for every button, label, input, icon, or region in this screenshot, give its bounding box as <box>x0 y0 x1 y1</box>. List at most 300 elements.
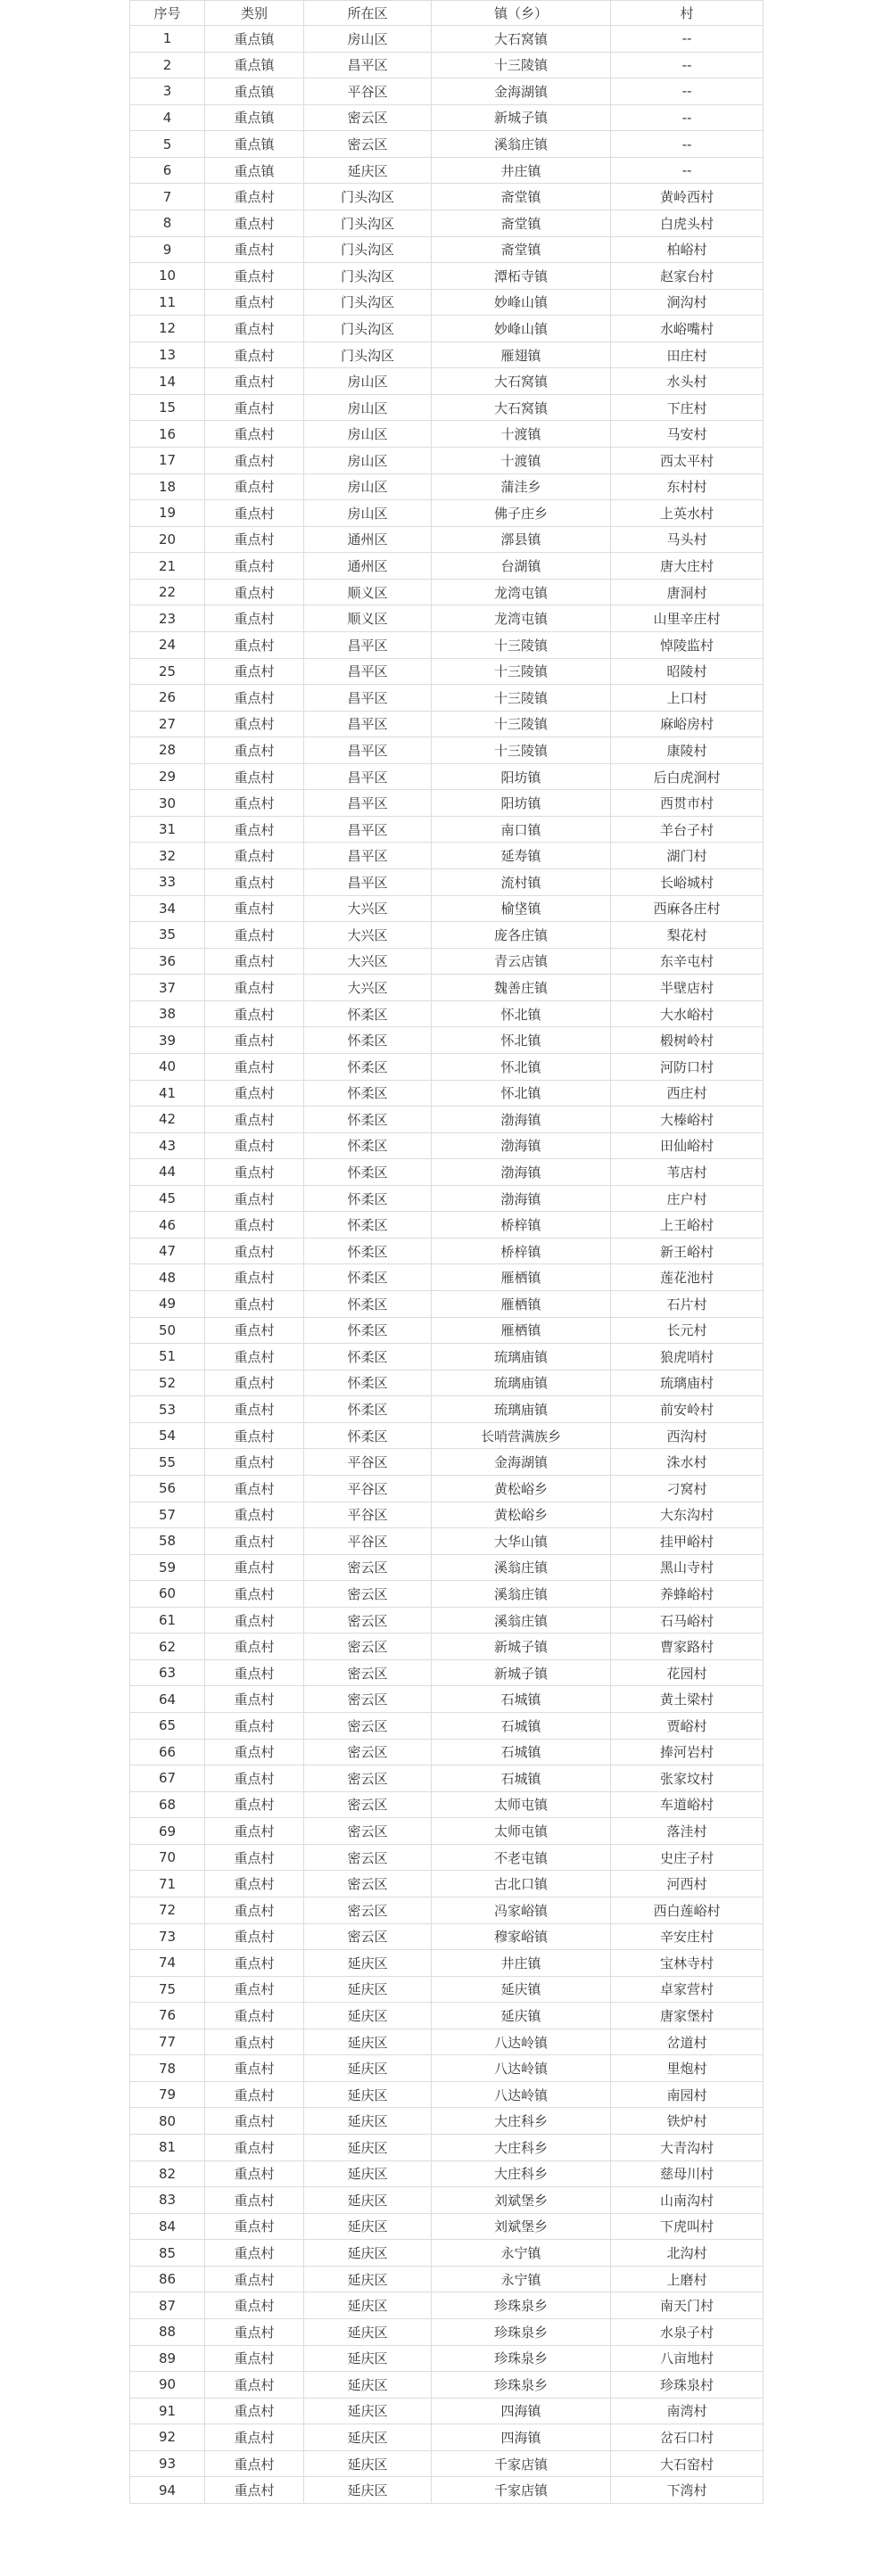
cell-district: 怀柔区 <box>304 1080 432 1107</box>
table-row <box>130 843 764 869</box>
cell-district: 怀柔区 <box>304 1107 432 1133</box>
cell-town: 刘斌堡乡 <box>432 2187 611 2214</box>
cell-serial: 86 <box>130 2266 205 2292</box>
cell-serial: 2 <box>130 52 205 78</box>
table-row <box>130 1107 764 1133</box>
cell-village: 洙水村 <box>611 1449 764 1476</box>
cell-village: 水泉子村 <box>611 2318 764 2345</box>
cell-serial: 65 <box>130 1713 205 1740</box>
cell-town: 渤海镇 <box>432 1185 611 1212</box>
cell-village: 大水峪村 <box>611 1000 764 1027</box>
table-row <box>130 1871 764 1897</box>
table-row <box>130 1027 764 1054</box>
cell-category: 重点村 <box>205 711 304 737</box>
cell-serial: 64 <box>130 1686 205 1713</box>
cell-town: 十三陵镇 <box>432 658 611 685</box>
table-row <box>130 2160 764 2187</box>
cell-category: 重点村 <box>205 1212 304 1239</box>
cell-district: 延庆区 <box>304 2292 432 2319</box>
cell-town: 石城镇 <box>432 1765 611 1792</box>
cell-district: 密云区 <box>304 1791 432 1818</box>
cell-serial: 20 <box>130 526 205 553</box>
cell-serial: 50 <box>130 1317 205 1344</box>
cell-serial: 93 <box>130 2450 205 2477</box>
cell-district: 密云区 <box>304 131 432 158</box>
cell-town: 永宁镇 <box>432 2240 611 2267</box>
cell-town: 佛子庄乡 <box>432 500 611 527</box>
cell-district: 延庆区 <box>304 2240 432 2267</box>
cell-village: 唐大庄村 <box>611 553 764 580</box>
cell-town: 大石窝镇 <box>432 26 611 53</box>
cell-category: 重点村 <box>205 1291 304 1318</box>
cell-village: 西庄村 <box>611 1080 764 1107</box>
table-row <box>130 2240 764 2267</box>
cell-district: 密云区 <box>304 1634 432 1660</box>
table-row <box>130 1765 764 1792</box>
cell-village: 后白虎涧村 <box>611 763 764 790</box>
table-row <box>130 975 764 1001</box>
cell-town: 雁翅镇 <box>432 342 611 368</box>
cell-district: 怀柔区 <box>304 1370 432 1396</box>
cell-district: 密云区 <box>304 1897 432 1923</box>
cell-category: 重点村 <box>205 553 304 580</box>
table-row <box>130 1185 764 1212</box>
cell-town: 渤海镇 <box>432 1107 611 1133</box>
cell-town: 漷县镇 <box>432 526 611 553</box>
cell-district: 平谷区 <box>304 1528 432 1555</box>
cell-village: 柏峪村 <box>611 236 764 263</box>
cell-serial: 8 <box>130 210 205 236</box>
table-row <box>130 1976 764 2003</box>
cell-serial: 28 <box>130 737 205 764</box>
cell-category: 重点村 <box>205 236 304 263</box>
cell-town: 井庄镇 <box>432 1950 611 1977</box>
cell-village: -- <box>611 78 764 105</box>
cell-category: 重点村 <box>205 2240 304 2267</box>
cell-category: 重点村 <box>205 448 304 474</box>
cell-town: 庞各庄镇 <box>432 922 611 949</box>
cell-category: 重点村 <box>205 2081 304 2108</box>
cell-district: 通州区 <box>304 553 432 580</box>
cell-district: 延庆区 <box>304 2477 432 2504</box>
table-row <box>130 184 764 210</box>
cell-category: 重点村 <box>205 2424 304 2451</box>
cell-category: 重点村 <box>205 1634 304 1660</box>
cell-category: 重点村 <box>205 473 304 500</box>
cell-town: 雁栖镇 <box>432 1317 611 1344</box>
cell-village: 西太平村 <box>611 448 764 474</box>
cell-district: 昌平区 <box>304 52 432 78</box>
cell-town: 井庄镇 <box>432 157 611 184</box>
table-row <box>130 342 764 368</box>
cell-district: 门头沟区 <box>304 236 432 263</box>
cell-district: 门头沟区 <box>304 263 432 290</box>
cell-town: 大庄科乡 <box>432 2160 611 2187</box>
cell-serial: 32 <box>130 843 205 869</box>
table-row <box>130 1923 764 1950</box>
cell-district: 密云区 <box>304 1581 432 1608</box>
cell-district: 怀柔区 <box>304 1264 432 1291</box>
cell-district: 门头沟区 <box>304 316 432 342</box>
cell-category: 重点村 <box>205 1185 304 1212</box>
cell-village: 辛安庄村 <box>611 1923 764 1950</box>
cell-village: 卓家营村 <box>611 1976 764 2003</box>
cell-category: 重点村 <box>205 342 304 368</box>
cell-serial: 31 <box>130 816 205 843</box>
table-row <box>130 1844 764 1871</box>
cell-town: 珍珠泉乡 <box>432 2345 611 2372</box>
cell-district: 怀柔区 <box>304 1344 432 1370</box>
cell-category: 重点村 <box>205 2318 304 2345</box>
cell-serial: 4 <box>130 104 205 131</box>
cell-district: 密云区 <box>304 1923 432 1950</box>
cell-category: 重点镇 <box>205 157 304 184</box>
table-row <box>130 1080 764 1107</box>
cell-serial: 26 <box>130 685 205 712</box>
table-row <box>130 1000 764 1027</box>
cell-district: 延庆区 <box>304 2266 432 2292</box>
table-row <box>130 1554 764 1581</box>
cell-town: 八达岭镇 <box>432 2029 611 2055</box>
cell-category: 重点村 <box>205 1238 304 1264</box>
cell-serial: 18 <box>130 473 205 500</box>
cell-town: 太师屯镇 <box>432 1818 611 1845</box>
cell-category: 重点镇 <box>205 78 304 105</box>
header-serial: 序号 <box>130 1 205 26</box>
cell-town: 十渡镇 <box>432 448 611 474</box>
cell-village: 落洼村 <box>611 1818 764 1845</box>
header-category: 类别 <box>205 1 304 26</box>
cell-category: 重点村 <box>205 1502 304 1528</box>
cell-village: 琉璃庙村 <box>611 1370 764 1396</box>
cell-district: 昌平区 <box>304 685 432 712</box>
cell-serial: 14 <box>130 368 205 395</box>
cell-town: 琉璃庙镇 <box>432 1344 611 1370</box>
table-row <box>130 2135 764 2161</box>
table-row <box>130 1317 764 1344</box>
cell-village: 河西村 <box>611 1871 764 1897</box>
cell-district: 密云区 <box>304 1871 432 1897</box>
cell-town: 石城镇 <box>432 1713 611 1740</box>
table-row <box>130 1344 764 1370</box>
village-list-table <box>129 0 764 2504</box>
cell-town: 十三陵镇 <box>432 631 611 658</box>
cell-village: 西沟村 <box>611 1422 764 1449</box>
cell-category: 重点村 <box>205 368 304 395</box>
cell-district: 顺义区 <box>304 605 432 632</box>
cell-serial: 25 <box>130 658 205 685</box>
cell-category: 重点村 <box>205 289 304 316</box>
cell-category: 重点村 <box>205 500 304 527</box>
cell-serial: 73 <box>130 1923 205 1950</box>
cell-category: 重点村 <box>205 843 304 869</box>
cell-village: 珍珠泉村 <box>611 2372 764 2399</box>
table-row <box>130 1291 764 1318</box>
cell-serial: 67 <box>130 1765 205 1792</box>
cell-village: 南天门村 <box>611 2292 764 2319</box>
table-row <box>130 394 764 421</box>
cell-serial: 37 <box>130 975 205 1001</box>
cell-district: 延庆区 <box>304 2003 432 2029</box>
cell-village: 大东沟村 <box>611 1502 764 1528</box>
cell-village: 山南沟村 <box>611 2187 764 2214</box>
table-row <box>130 1581 764 1608</box>
cell-village: 昭陵村 <box>611 658 764 685</box>
cell-village: 上口村 <box>611 685 764 712</box>
cell-district: 房山区 <box>304 394 432 421</box>
table-row <box>130 1659 764 1686</box>
cell-category: 重点村 <box>205 1107 304 1133</box>
cell-category: 重点村 <box>205 316 304 342</box>
table-row <box>130 816 764 843</box>
cell-district: 延庆区 <box>304 2081 432 2108</box>
cell-serial: 68 <box>130 1791 205 1818</box>
cell-village: 河防口村 <box>611 1053 764 1080</box>
cell-town: 不老屯镇 <box>432 1844 611 1871</box>
cell-category: 重点村 <box>205 1897 304 1923</box>
cell-district: 房山区 <box>304 421 432 448</box>
table-row <box>130 658 764 685</box>
cell-district: 昌平区 <box>304 631 432 658</box>
table-row <box>130 790 764 817</box>
cell-village: 上英水村 <box>611 500 764 527</box>
cell-town: 琉璃庙镇 <box>432 1370 611 1396</box>
cell-serial: 13 <box>130 342 205 368</box>
cell-category: 重点村 <box>205 658 304 685</box>
cell-serial: 89 <box>130 2345 205 2372</box>
cell-town: 八达岭镇 <box>432 2055 611 2082</box>
cell-serial: 40 <box>130 1053 205 1080</box>
cell-category: 重点村 <box>205 737 304 764</box>
cell-village: 慈母川村 <box>611 2160 764 2187</box>
table-row <box>130 26 764 53</box>
cell-village: 宝林寺村 <box>611 1950 764 1977</box>
cell-village: 铁炉村 <box>611 2108 764 2135</box>
cell-town: 斋堂镇 <box>432 184 611 210</box>
cell-category: 重点村 <box>205 1396 304 1423</box>
cell-serial: 80 <box>130 2108 205 2135</box>
table-row <box>130 1370 764 1396</box>
cell-village: 下庄村 <box>611 394 764 421</box>
cell-category: 重点村 <box>205 2398 304 2424</box>
cell-serial: 1 <box>130 26 205 53</box>
cell-serial: 7 <box>130 184 205 210</box>
table-row <box>130 2108 764 2135</box>
cell-district: 密云区 <box>304 1686 432 1713</box>
cell-serial: 56 <box>130 1475 205 1502</box>
cell-category: 重点村 <box>205 2187 304 2214</box>
cell-town: 渤海镇 <box>432 1159 611 1186</box>
table-row <box>130 104 764 131</box>
cell-district: 怀柔区 <box>304 1212 432 1239</box>
cell-village: 北沟村 <box>611 2240 764 2267</box>
cell-serial: 76 <box>130 2003 205 2029</box>
cell-village: 挂甲峪村 <box>611 1528 764 1555</box>
table-row <box>130 2003 764 2029</box>
cell-category: 重点村 <box>205 1027 304 1054</box>
cell-category: 重点村 <box>205 1080 304 1107</box>
header-village: 村 <box>611 1 764 26</box>
table-row <box>130 631 764 658</box>
cell-town: 怀北镇 <box>432 1080 611 1107</box>
table-row <box>130 737 764 764</box>
cell-village: 唐家堡村 <box>611 2003 764 2029</box>
cell-category: 重点村 <box>205 685 304 712</box>
cell-village: 黄岭西村 <box>611 184 764 210</box>
cell-category: 重点村 <box>205 2029 304 2055</box>
cell-town: 雁栖镇 <box>432 1291 611 1318</box>
cell-district: 房山区 <box>304 500 432 527</box>
cell-town: 金海湖镇 <box>432 1449 611 1476</box>
table-row <box>130 2450 764 2477</box>
cell-category: 重点村 <box>205 1607 304 1634</box>
cell-village: 西麻各庄村 <box>611 895 764 922</box>
cell-district: 大兴区 <box>304 948 432 975</box>
cell-village: 里炮村 <box>611 2055 764 2082</box>
table-row <box>130 1264 764 1291</box>
cell-town: 魏善庄镇 <box>432 975 611 1001</box>
cell-serial: 55 <box>130 1449 205 1476</box>
cell-district: 房山区 <box>304 448 432 474</box>
table-row <box>130 473 764 500</box>
table-row <box>130 52 764 78</box>
cell-town: 八达岭镇 <box>432 2081 611 2108</box>
cell-town: 潭柘寺镇 <box>432 263 611 290</box>
cell-district: 怀柔区 <box>304 1000 432 1027</box>
cell-district: 门头沟区 <box>304 210 432 236</box>
cell-district: 房山区 <box>304 26 432 53</box>
cell-serial: 27 <box>130 711 205 737</box>
cell-category: 重点村 <box>205 1686 304 1713</box>
cell-district: 平谷区 <box>304 1502 432 1528</box>
cell-district: 延庆区 <box>304 2055 432 2082</box>
cell-category: 重点村 <box>205 1871 304 1897</box>
cell-town: 阳坊镇 <box>432 790 611 817</box>
cell-serial: 71 <box>130 1871 205 1897</box>
table-row <box>130 1686 764 1713</box>
cell-category: 重点村 <box>205 922 304 949</box>
cell-category: 重点村 <box>205 1950 304 1977</box>
cell-town: 十渡镇 <box>432 421 611 448</box>
cell-category: 重点村 <box>205 1923 304 1950</box>
cell-town: 榆垡镇 <box>432 895 611 922</box>
table-row <box>130 1502 764 1528</box>
cell-town: 台湖镇 <box>432 553 611 580</box>
cell-category: 重点村 <box>205 394 304 421</box>
table-row <box>130 1475 764 1502</box>
table-row <box>130 1053 764 1080</box>
table-row <box>130 2081 764 2108</box>
cell-category: 重点镇 <box>205 104 304 131</box>
table-row <box>130 2318 764 2345</box>
cell-town: 龙湾屯镇 <box>432 579 611 605</box>
cell-category: 重点村 <box>205 1581 304 1608</box>
cell-village: 石片村 <box>611 1291 764 1318</box>
cell-district: 昌平区 <box>304 737 432 764</box>
cell-serial: 91 <box>130 2398 205 2424</box>
cell-village: 椴树岭村 <box>611 1027 764 1054</box>
cell-village: 车道峪村 <box>611 1791 764 1818</box>
cell-district: 延庆区 <box>304 2318 432 2345</box>
cell-district: 昌平区 <box>304 843 432 869</box>
cell-category: 重点村 <box>205 2135 304 2161</box>
cell-serial: 78 <box>130 2055 205 2082</box>
cell-village: 黑山寺村 <box>611 1554 764 1581</box>
cell-town: 四海镇 <box>432 2424 611 2451</box>
cell-category: 重点村 <box>205 1370 304 1396</box>
cell-category: 重点镇 <box>205 26 304 53</box>
table-row <box>130 1396 764 1423</box>
cell-serial: 12 <box>130 316 205 342</box>
table-row <box>130 1607 764 1634</box>
cell-serial: 77 <box>130 2029 205 2055</box>
cell-town: 琉璃庙镇 <box>432 1396 611 1423</box>
cell-district: 延庆区 <box>304 2108 432 2135</box>
cell-village: 大青沟村 <box>611 2135 764 2161</box>
table-row <box>130 895 764 922</box>
cell-town: 珍珠泉乡 <box>432 2292 611 2319</box>
cell-serial: 63 <box>130 1659 205 1686</box>
cell-village: 下虎叫村 <box>611 2213 764 2240</box>
cell-town: 太师屯镇 <box>432 1791 611 1818</box>
cell-town: 蒲洼乡 <box>432 473 611 500</box>
table-row <box>130 1422 764 1449</box>
cell-village: 赵家台村 <box>611 263 764 290</box>
cell-village: 山里辛庄村 <box>611 605 764 632</box>
cell-serial: 24 <box>130 631 205 658</box>
cell-village: 莲花池村 <box>611 1264 764 1291</box>
table-row <box>130 2187 764 2214</box>
cell-village: 西白莲峪村 <box>611 1897 764 1923</box>
cell-district: 怀柔区 <box>304 1238 432 1264</box>
cell-category: 重点村 <box>205 2108 304 2135</box>
cell-village: 花园村 <box>611 1659 764 1686</box>
cell-village: 康陵村 <box>611 737 764 764</box>
table-row <box>130 579 764 605</box>
cell-village: 唐洞村 <box>611 579 764 605</box>
cell-serial: 70 <box>130 1844 205 1871</box>
cell-town: 斋堂镇 <box>432 210 611 236</box>
cell-town: 珍珠泉乡 <box>432 2372 611 2399</box>
cell-district: 怀柔区 <box>304 1396 432 1423</box>
table-row <box>130 1739 764 1765</box>
cell-district: 怀柔区 <box>304 1053 432 1080</box>
cell-district: 延庆区 <box>304 2345 432 2372</box>
cell-category: 重点村 <box>205 263 304 290</box>
table-row <box>130 2055 764 2082</box>
cell-village: 马头村 <box>611 526 764 553</box>
table-row <box>130 448 764 474</box>
cell-category: 重点村 <box>205 1449 304 1476</box>
table-row <box>130 2266 764 2292</box>
cell-town: 妙峰山镇 <box>432 316 611 342</box>
cell-serial: 11 <box>130 289 205 316</box>
cell-serial: 38 <box>130 1000 205 1027</box>
cell-town: 延庆镇 <box>432 2003 611 2029</box>
cell-town: 流村镇 <box>432 869 611 896</box>
table-row <box>130 1818 764 1845</box>
cell-serial: 41 <box>130 1080 205 1107</box>
cell-category: 重点村 <box>205 2292 304 2319</box>
cell-village: 湖门村 <box>611 843 764 869</box>
cell-category: 重点村 <box>205 975 304 1001</box>
cell-serial: 60 <box>130 1581 205 1608</box>
cell-town: 长哨营满族乡 <box>432 1422 611 1449</box>
cell-serial: 84 <box>130 2213 205 2240</box>
cell-category: 重点村 <box>205 1344 304 1370</box>
table-row <box>130 263 764 290</box>
cell-category: 重点村 <box>205 1053 304 1080</box>
